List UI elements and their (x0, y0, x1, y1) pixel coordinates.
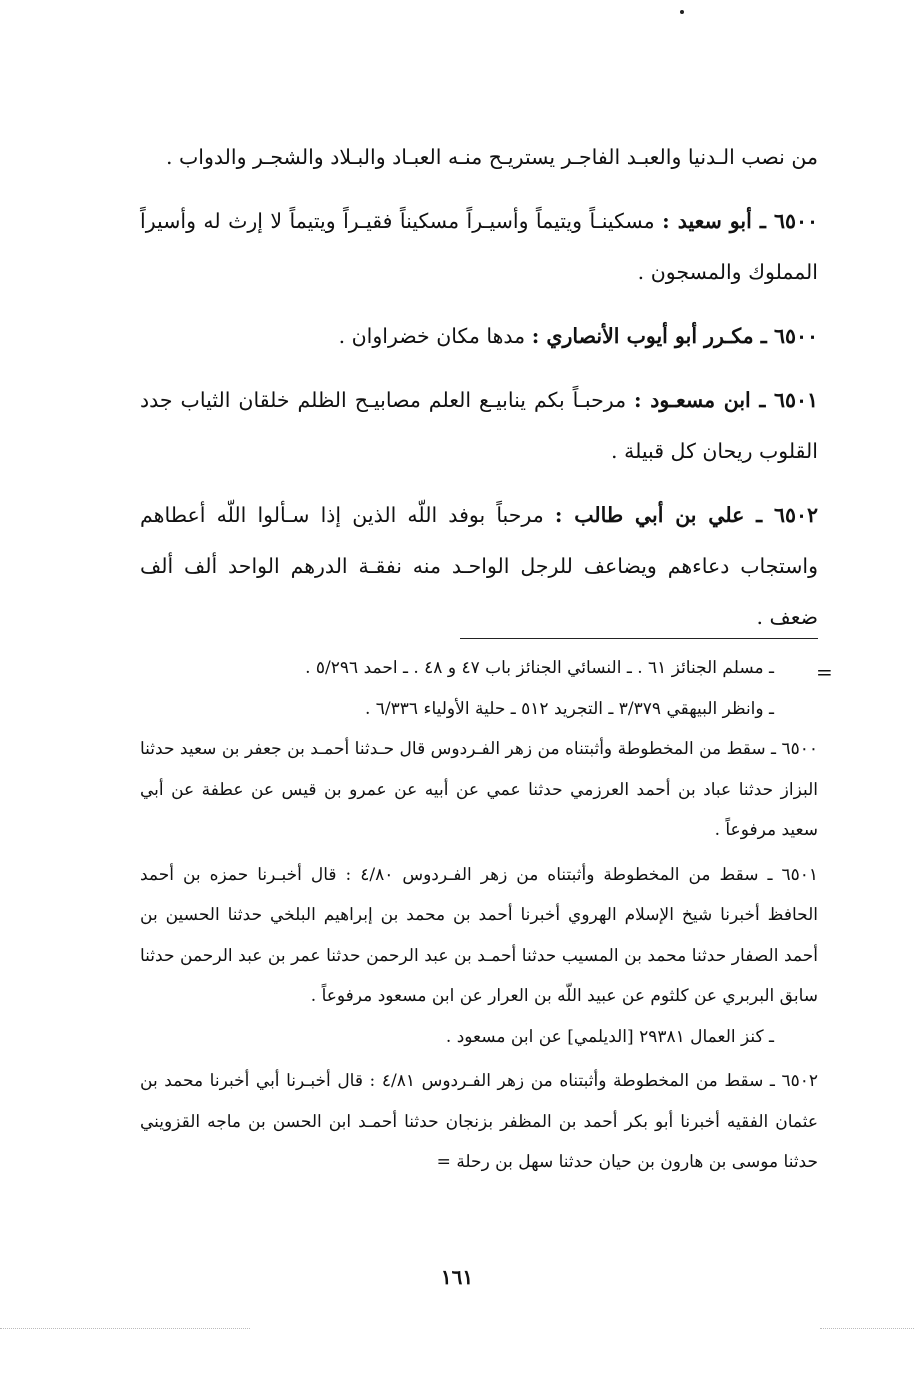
entry-6500-repeat (140, 311, 818, 362)
footnotes (140, 648, 818, 1183)
entry-6502-head: ٦٥٠٢ ـ علي بن أبي طالب : (554, 503, 818, 527)
footnote-6502: ٦٥٠٢ ـ سقط من المخطوطة وأثبتناه من زهر الفـردوس ٤/٨١ : قال أخبـرنا أبي أخبرنا محمد بن عثمان الفقيه أخبرنا أبو بكر أحمد بن المظفر بزنجان حدثنا أحمـد ابن الحسن بن ماجه القزويني حدثنا موسى بن هارون بن حيان حدثنا سهل بن رحلة = (140, 1071, 818, 1172)
footnote-reference-1: ـ مسلم الجنائز ٦١ . ـ النسائي الجنائز باب ٤٧ و ٤٨ . ـ احمد ٥/٢٩٦ . (305, 658, 774, 678)
entry-6502-text: مرحباً بوفد اللّه الذين إذا سـألوا اللّه أعطاهم واستجاب دعاءهم ويضاعف للرجل الواحـد منه نفقـة الدرهم الواحد ألف ألف ضعف . (140, 503, 818, 629)
entry-6500-repeat-text: مدها مكان خضراوان . (338, 324, 532, 348)
top-dot-mark (680, 10, 684, 14)
footnote-6501: ٦٥٠١ ـ سقط من المخطوطة وأثبتناه من زهر الفـردوس ٤/٨٠ : قال أخبـرنا حمزه بن أحمد الحافظ أخبرنا شيخ الإسلام الهروي أخبرنا أحمد بن محمد بن إبراهيم البلخي حدثنا الحسين بن أحمد الصفار حدثنا محمد بن المسيب حدثنا أحمـد بن عبد الرحمن حدثنا عمر بن عبد الرحمن حدثنا سابق البربري عن كلثوم عن عبيد اللّه بن العرار عن ابن مسعود مرفوعاً . (140, 864, 818, 1006)
footnote-separator (460, 638, 818, 639)
continuation-paragraph: من نصب الـدنيا والعبـد الفاجـر يستريـح منـه العبـاد والبـلاد والشجـر والدواب . (165, 145, 818, 169)
scan-edge-left (0, 1328, 250, 1329)
footnote-6500: ٦٥٠٠ ـ سقط من المخطوطة وأثبتناه من زهر الفـردوس قال حـدثنا أحمـد بن جعفر بن سعيد حدثنا البزاز حدثنا عباد بن أحمد العرزمي حدثنا عمي عن أبيه عن عمرو بن قيس عن عطفة عن أبي سعيد مرفوعاً . (140, 739, 818, 840)
entry-6502 (140, 490, 818, 643)
entry-6501-head: ٦٥٠١ ـ ابن مسعـود : (634, 388, 818, 412)
main-text (140, 132, 818, 643)
footnote-reference-2: ـ وانظر البيهقي ٣/٣٧٩ ـ التجريد ٥١٢ ـ حلية الأولياء ٦/٣٣٦ . (364, 698, 774, 719)
page-number: ١٦١ (440, 1265, 474, 1289)
footnote-reference-3: ـ كنز العمال ٢٩٣٨١ [الديلمي] عن ابن مسعود . (445, 1026, 774, 1047)
continuation-mark: = (816, 660, 833, 684)
scan-edge-right (820, 1328, 914, 1329)
entry-6500-repeat-head: ٦٥٠٠ ـ مكـرر أبو أيوب الأنصاري : (531, 324, 818, 348)
entry-6500 (140, 196, 818, 298)
entry-6500-text: مسكينـاً ويتيماً وأسيـراً مسكيناً فقيـراً ويتيماً لا إرث له وأسيراً المملوك والمسجون . (140, 209, 818, 284)
entry-6501-text: مرحبـاً بكم ينابيـع العلم مصابيـح الظلم خلقان الثياب جدد القلوب ريحان كل قبيلة . (140, 388, 818, 463)
entry-6500-head: ٦٥٠٠ ـ أبو سعيد : (662, 209, 818, 233)
entry-6501 (140, 375, 818, 477)
